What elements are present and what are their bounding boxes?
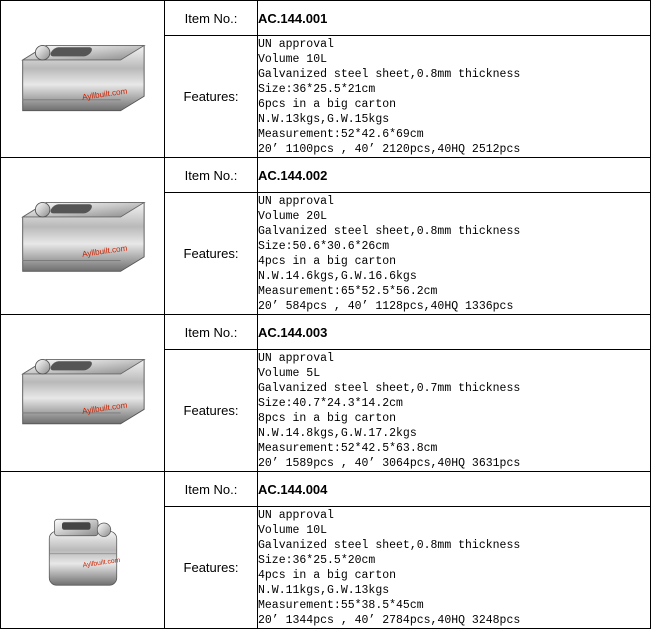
feature-line: Measurement:52*42.5*63.8cm <box>258 441 438 455</box>
feature-line: N.W.14.8kgs,G.W.17.2kgs <box>258 426 417 440</box>
feature-line: Galvanized steel sheet,0.7mm thickness <box>258 381 521 395</box>
item-no-label: Item No.: <box>165 158 258 193</box>
product-image-cell <box>1 472 165 629</box>
features-list <box>258 507 651 629</box>
feature-line: N.W.11kgs,G.W.13kgs <box>258 583 390 597</box>
watermark: Ayllbuilt.com <box>81 243 128 259</box>
feature-line: UN approval <box>258 37 334 51</box>
jerry-can-10l-icon <box>10 29 155 129</box>
feature-line: 6pcs in a big carton <box>258 97 397 111</box>
feature-line: Size:40.7*24.3*14.2cm <box>258 396 403 410</box>
product-item-row <box>1 472 651 507</box>
jerry-can-5l-icon <box>10 343 155 443</box>
features-list <box>258 36 651 158</box>
jerry-can-upright-icon <box>23 500 143 600</box>
feature-line: N.W.14.6kgs,G.W.16.6kgs <box>258 269 417 283</box>
product-image-cell <box>1 315 165 472</box>
watermark: Ayllbuilt.com <box>81 557 121 570</box>
product-image <box>1 159 164 314</box>
features-list <box>258 193 651 315</box>
feature-line: Volume 10L <box>258 523 328 537</box>
watermark: Ayllbuilt.com <box>81 86 128 102</box>
feature-line: 20’ 1100pcs , 40’ 2120pcs,40HQ 2512pcs <box>258 142 521 156</box>
feature-line: Galvanized steel sheet,0.8mm thickness <box>258 538 521 552</box>
product-image-cell <box>1 158 165 315</box>
feature-line: Galvanized steel sheet,0.8mm thickness <box>258 224 521 238</box>
feature-line: Volume 5L <box>258 366 321 380</box>
item-no-label: Item No.: <box>165 472 258 507</box>
feature-line: Galvanized steel sheet,0.8mm thickness <box>258 67 521 81</box>
feature-line: Size:50.6*30.6*26cm <box>258 239 390 253</box>
item-no-value: AC.144.001 <box>258 1 651 36</box>
feature-line: UN approval <box>258 194 334 208</box>
watermark: Ayllbuilt.com <box>81 400 128 416</box>
feature-line: 20’ 584pcs , 40’ 1128pcs,40HQ 1336pcs <box>258 299 514 313</box>
features-label: Features: <box>165 193 258 315</box>
item-no-value: AC.144.002 <box>258 158 651 193</box>
jerry-can-20l-icon <box>10 186 155 286</box>
item-no-label: Item No.: <box>165 315 258 350</box>
feature-line: Size:36*25.5*21cm <box>258 82 376 96</box>
feature-line: 8pcs in a big carton <box>258 411 397 425</box>
item-no-value: AC.144.004 <box>258 472 651 507</box>
item-no-label: Item No.: <box>165 1 258 36</box>
feature-line: 20’ 1344pcs , 40’ 2784pcs,40HQ 3248pcs <box>258 613 521 627</box>
product-image <box>1 473 164 628</box>
item-no-value: AC.144.003 <box>258 315 651 350</box>
features-label: Features: <box>165 36 258 158</box>
feature-line: 4pcs in a big carton <box>258 568 397 582</box>
product-image <box>1 316 164 471</box>
feature-line: N.W.13kgs,G.W.15kgs <box>258 112 390 126</box>
feature-line: Measurement:55*38.5*45cm <box>258 598 424 612</box>
features-label: Features: <box>165 350 258 472</box>
feature-line: UN approval <box>258 508 334 522</box>
feature-line: UN approval <box>258 351 334 365</box>
feature-line: 20’ 1589pcs , 40’ 3064pcs,40HQ 3631pcs <box>258 456 521 470</box>
feature-line: Volume 10L <box>258 52 328 66</box>
features-label: Features: <box>165 507 258 629</box>
product-image <box>1 2 164 157</box>
feature-line: Measurement:52*42.6*69cm <box>258 127 424 141</box>
product-image-cell <box>1 1 165 158</box>
product-item-row <box>1 315 651 350</box>
feature-line: Measurement:65*52.5*56.2cm <box>258 284 438 298</box>
feature-line: 4pcs in a big carton <box>258 254 397 268</box>
product-item-row <box>1 1 651 36</box>
features-list <box>258 350 651 472</box>
feature-line: Size:36*25.5*20cm <box>258 553 376 567</box>
feature-line: Volume 20L <box>258 209 328 223</box>
product-item-row <box>1 158 651 193</box>
